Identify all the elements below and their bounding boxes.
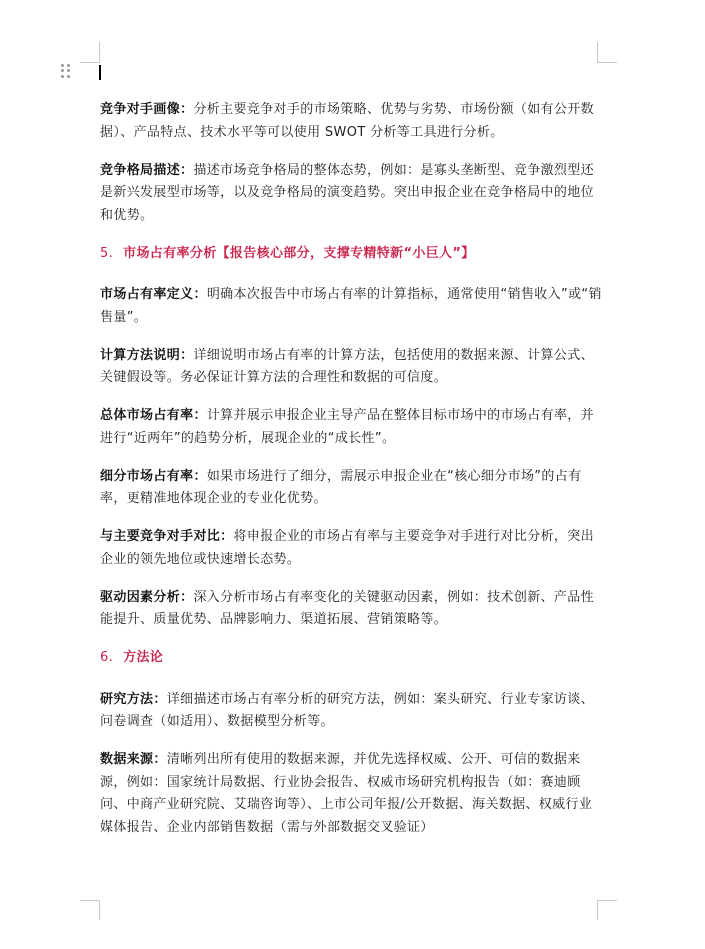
drag-handle-icon[interactable] — [61, 64, 71, 78]
crop-mark-bottom-right-h — [597, 900, 617, 901]
paragraph-overall-share: 总体市场占有率：计算并展示申报企业主导产品在整体目标市场中的市场占有率，并进行“近两年”的趋势分析，展现企业的“成长性”。 — [100, 408, 594, 446]
paragraph-segment-share: 细分市场占有率：如果市场进行了细分，需展示申报企业在“核心细分市场”的占有率，更精准地体现企业的专业化优势。 — [100, 468, 582, 506]
paragraph-competitor-profile: 竞争对手画像：分析主要竞争对手的市场策略、优势与劣势、市场份额（如有公开数据）、产品特点、技术水平等可以使用 SWOT 分析等工具进行分析。 — [100, 102, 594, 140]
paragraph-research-method: 研究方法：详细描述市场占有率分析的研究方法，例如：案头研究、行业专家访谈、问卷调查（如适用）、数据模型分析等。 — [100, 691, 594, 729]
text-cursor — [99, 65, 101, 80]
section-heading-5: 5. 市场占有率分析【报告核心部分，支撑专精特新“小巨人”】 — [100, 245, 475, 261]
crop-mark-top-right-v — [597, 42, 598, 62]
paragraph-competition-landscape: 竞争格局描述：描述市场竞争格局的整体态势，例如：是寡头垄断型、竞争激烈型还是新兴发展型市场等，以及竞争格局的演变趋势。突出申报企业在竞争格局中的地位和优势。 — [100, 162, 594, 223]
paragraph-data-sources: 数据来源：清晰列出所有使用的数据来源，并优先选择权威、公开、可信的数据来源，例如：国家统计局数据、行业协会报告、权威市场研究机构报告（如：赛迪顾问、中商产业研究院、艾瑞咨询等）、上市公司年报/公开数据、海关数据、权威行业媒体报告、企业内部销售数据（需与外部数据交叉验证） — [100, 752, 593, 835]
paragraph-drivers: 驱动因素分析：深入分析市场占有率变化的关键驱动因素，例如：技术创新、产品性能提升、质量优势、品牌影响力、渠道拓展、营销策略等。 — [100, 589, 594, 627]
paragraph-calc-method: 计算方法说明：详细说明市场占有率的计算方法，包括使用的数据来源、计算公式、关键假设等。务必保证计算方法的合理性和数据的可信度。 — [100, 347, 594, 385]
crop-mark-top-left-h — [80, 62, 100, 63]
crop-mark-bottom-left-h — [80, 900, 100, 901]
crop-mark-top-right-h — [597, 62, 617, 63]
crop-mark-bottom-left-v — [99, 900, 100, 920]
document-body[interactable] — [100, 99, 604, 855]
paragraph-competitor-comparison: 与主要竞争对手对比：将申报企业的市场占有率与主要竞争对手进行对比分析，突出企业的领先地位或快速增长态势。 — [100, 529, 594, 567]
crop-mark-top-left-v — [99, 42, 100, 62]
section-heading-6: 6. 方法论 — [100, 650, 164, 665]
crop-mark-bottom-right-v — [597, 900, 598, 920]
paragraph-share-definition: 市场占有率定义：明确本次报告中市场占有率的计算指标，通常使用“销售收入”或“销售量”。 — [100, 287, 602, 325]
